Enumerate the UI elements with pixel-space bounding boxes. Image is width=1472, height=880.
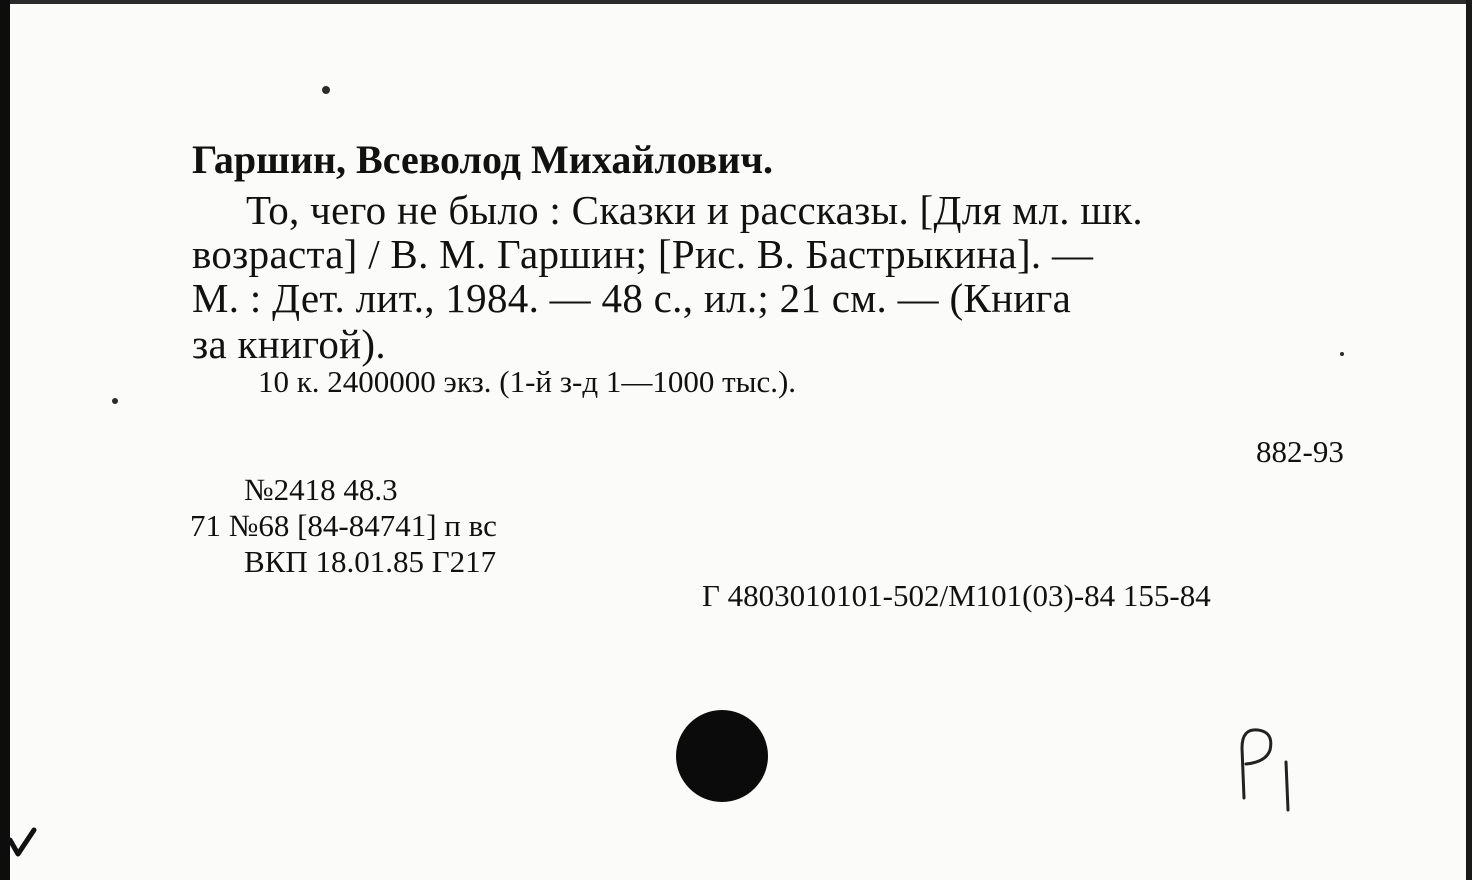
card-left-edge (0, 0, 10, 880)
description-line: М. : Дет. лит., 1984. — 48 с., ил.; 21 см. — (Книга (192, 275, 1072, 321)
description-line: То, чего не было : Сказки и рассказы. [Для мл. шк. (246, 187, 1143, 233)
author-heading: Гаршин, Всеволод Михайлович. (192, 137, 774, 182)
card-right-edge (1466, 0, 1472, 880)
code-line: ВКП 18.01.85 Г217 (244, 544, 497, 579)
code-line: №2418 48.3 (244, 472, 398, 507)
description-line: возраста] / В. М. Гаршин; [Рис. В. Бастрыкина]. — (192, 231, 1094, 277)
code-line: 71 №68 [84-84741] п вс (190, 508, 497, 543)
check-mark-icon (2, 826, 42, 860)
ink-speck (322, 86, 330, 94)
price-line: 10 к. 2400000 экз. (1-й з-д 1—1000 тыс.). (258, 364, 797, 399)
ink-speck (1340, 352, 1344, 356)
card-top-edge (0, 0, 1472, 4)
handwritten-mark-icon (1232, 718, 1302, 818)
description-line: за книгой). (192, 321, 386, 367)
punch-hole (676, 710, 768, 802)
catalog-code: Г 4803010101-502/М101(03)-84 155-84 (702, 578, 1211, 613)
ink-speck (112, 398, 118, 404)
card-number: 882-93 (1256, 434, 1344, 469)
